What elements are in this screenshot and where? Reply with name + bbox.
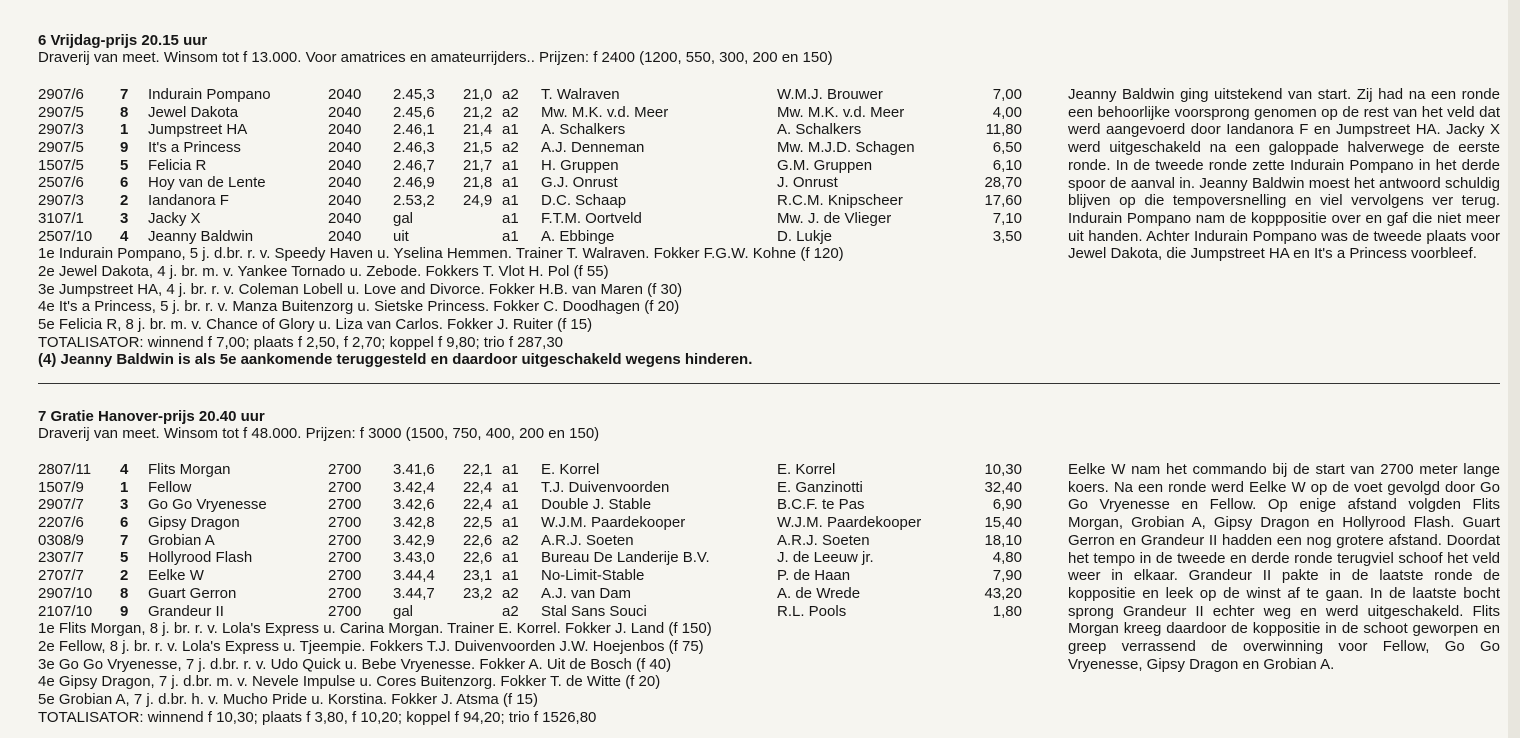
- distance: 2040: [328, 121, 362, 139]
- start-code: 2507/6: [38, 174, 84, 192]
- race-time: 3.43,0: [393, 549, 435, 567]
- start-line: a1: [502, 461, 519, 478]
- result-row: [38, 532, 1038, 550]
- page-edge: [1508, 0, 1520, 738]
- driver-name: A.R.J. Soeten: [777, 531, 870, 549]
- distance: 2040: [328, 86, 362, 103]
- placing-line: TOTALISATOR: winnend f 10,30; plaats f 3,80, f 10,20; koppel f 94,20; trio f 1526,80: [38, 708, 597, 726]
- km-time: 22,6: [463, 549, 493, 567]
- driver-name: E. Ganzinotti: [777, 478, 863, 496]
- race-time: 3.44,7: [393, 584, 435, 602]
- km-time: 21,0: [463, 86, 493, 103]
- saddle-number: 1: [120, 121, 129, 139]
- start-line: a2: [502, 86, 519, 103]
- odds: 11,80: [985, 121, 1022, 139]
- start-code: 2907/3: [38, 192, 84, 210]
- odds: 18,10: [984, 531, 1022, 549]
- distance: 2040: [328, 103, 362, 121]
- horse-name: Jacky X: [148, 209, 201, 227]
- odds: 28,70: [984, 174, 1022, 192]
- distance: 2040: [328, 209, 362, 227]
- odds: 3,50: [992, 227, 1022, 245]
- odds: 7,90: [992, 567, 1022, 585]
- saddle-number: 3: [120, 496, 129, 514]
- saddle-number: 2: [120, 192, 129, 210]
- odds: 7,00: [992, 86, 1022, 103]
- placing-line: 4e It's a Princess, 5 j. br. r. v. Manza Buitenzorg u. Sietske Princess. Fokker C. Doodhagen (f 20): [38, 298, 680, 316]
- horse-name: Hoy van de Lente: [148, 174, 266, 192]
- km-time: 22,4: [463, 496, 493, 514]
- start-code: 2207/6: [38, 514, 84, 532]
- owner-name: E. Korrel: [541, 461, 600, 478]
- start-line: a1: [502, 549, 519, 567]
- owner-name: Stal Sans Souci: [541, 602, 647, 620]
- result-row: [38, 104, 1038, 122]
- distance: 2700: [328, 549, 362, 567]
- km-time: 22,1: [463, 461, 493, 478]
- driver-name: J. de Leeuw jr.: [777, 549, 874, 567]
- odds: 7,10: [992, 209, 1022, 227]
- saddle-number: 9: [120, 139, 129, 157]
- start-line: a2: [502, 531, 519, 549]
- start-line: a1: [502, 567, 519, 585]
- distance: 2700: [328, 531, 362, 549]
- start-code: 2907/3: [38, 121, 84, 139]
- km-time: 22,5: [463, 514, 493, 532]
- distance: 2040: [328, 156, 362, 174]
- saddle-number: 6: [120, 514, 129, 532]
- horse-name: Go Go Vryenesse: [148, 496, 267, 514]
- saddle-number: 7: [120, 531, 129, 549]
- saddle-number: 7: [120, 86, 129, 103]
- results-table: [38, 86, 1038, 369]
- start-code: 2907/7: [38, 496, 84, 514]
- odds: 17,60: [984, 192, 1022, 210]
- owner-name: W.J.M. Paardekooper: [541, 514, 686, 532]
- owner-name: T. Walraven: [541, 86, 620, 103]
- driver-name: B.C.F. te Pas: [777, 496, 865, 514]
- owner-name: Double J. Stable: [541, 496, 652, 514]
- owner-name: T.J. Duivenvoorden: [541, 478, 670, 496]
- race-time: 3.42,4: [393, 478, 435, 496]
- section-divider: [38, 383, 1500, 384]
- saddle-number: 6: [120, 174, 129, 192]
- horse-name: Felicia R: [148, 156, 207, 174]
- owner-name: H. Gruppen: [541, 156, 619, 174]
- result-row: [38, 228, 1038, 246]
- km-time: 21,4: [463, 121, 493, 139]
- saddle-number: 5: [120, 156, 129, 174]
- race-time: 3.44,4: [393, 567, 435, 585]
- result-row: [38, 496, 1038, 514]
- start-line: a2: [502, 584, 519, 602]
- result-row: [38, 461, 1038, 479]
- distance: 2700: [328, 461, 362, 478]
- odds: 32,40: [984, 478, 1022, 496]
- start-code: 2907/5: [38, 103, 84, 121]
- race-time: 2.45,6: [393, 103, 435, 121]
- result-row: [38, 192, 1038, 210]
- distance: 2700: [328, 478, 362, 496]
- placing-line: TOTALISATOR: winnend f 7,00; plaats f 2,50, f 2,70; koppel f 9,80; trio f 287,30: [38, 333, 564, 351]
- race-time: 2.46,9: [393, 174, 435, 192]
- owner-name: No-Limit-Stable: [541, 567, 645, 585]
- odds: 4,00: [992, 103, 1022, 121]
- horse-name: Jewel Dakota: [148, 103, 239, 121]
- race-time: uit: [393, 227, 409, 245]
- saddle-number: 4: [120, 461, 129, 478]
- owner-name: A.J. van Dam: [541, 584, 632, 602]
- race-time: 2.46,3: [393, 139, 435, 157]
- saddle-number: 9: [120, 602, 129, 620]
- placing-line: 2e Jewel Dakota, 4 j. br. m. v. Yankee Tornado u. Zebode. Fokkers T. Vlot H. Pol (f 55): [38, 262, 609, 280]
- start-line: a2: [502, 139, 519, 157]
- result-row: [38, 210, 1038, 228]
- result-row: [38, 603, 1038, 621]
- distance: 2700: [328, 567, 362, 585]
- km-time: 24,9: [463, 192, 493, 210]
- start-line: a1: [502, 192, 519, 210]
- race-title: 7 Gratie Hanover-prijs 20.40 uur: [38, 408, 265, 425]
- result-row: [38, 479, 1038, 497]
- driver-name: W.M.J. Brouwer: [777, 86, 883, 103]
- odds: 6,50: [992, 139, 1022, 157]
- odds: 15,40: [984, 514, 1022, 532]
- driver-name: D. Lukje: [777, 227, 833, 245]
- horse-name: Gipsy Dragon: [148, 514, 240, 532]
- start-code: 2707/7: [38, 567, 84, 585]
- race-time: 3.42,8: [393, 514, 435, 532]
- odds: 6,10: [992, 156, 1022, 174]
- start-code: 2807/11: [38, 461, 92, 478]
- race-title: 6 Vrijdag-prijs 20.15 uur: [38, 32, 208, 49]
- driver-name: A. Schalkers: [777, 121, 862, 139]
- owner-name: Mw. M.K. v.d. Meer: [541, 103, 669, 121]
- start-code: 2907/10: [38, 584, 93, 602]
- result-row: [38, 514, 1038, 532]
- race-conditions: Draverij van meet. Winsom tot f 48.000. Prijzen: f 3000 (1500, 750, 400, 200 en 150): [38, 425, 600, 442]
- odds: 4,80: [992, 549, 1022, 567]
- race-time: gal: [393, 602, 414, 620]
- horse-name: Flits Morgan: [148, 461, 231, 478]
- start-code: 1507/9: [38, 478, 84, 496]
- driver-name: R.C.M. Knipscheer: [777, 192, 903, 210]
- horse-name: Eelke W: [148, 567, 204, 585]
- owner-name: A.R.J. Soeten: [541, 531, 634, 549]
- distance: 2700: [328, 584, 362, 602]
- result-row: [38, 121, 1038, 139]
- result-row: [38, 585, 1038, 603]
- start-line: a1: [502, 227, 519, 245]
- saddle-number: 2: [120, 567, 129, 585]
- km-time: 23,2: [463, 584, 493, 602]
- distance: 2700: [328, 602, 362, 620]
- jury-note: (4) Jeanny Baldwin is als 5e aankomende teruggesteld en daardoor uitgeschakeld wegens hinderen.: [38, 351, 753, 369]
- result-row: [38, 567, 1038, 585]
- saddle-number: 3: [120, 209, 129, 227]
- distance: 2040: [328, 174, 362, 192]
- placing-details: [38, 620, 1038, 726]
- km-time: 21,8: [463, 174, 493, 192]
- start-line: a2: [502, 103, 519, 121]
- driver-name: Mw. J. de Vlieger: [777, 209, 892, 227]
- placing-line: 4e Gipsy Dragon, 7 j. d.br. m. v. Nevele Impulse u. Cores Buitenzorg. Fokker T. de Witte (f 20): [38, 673, 661, 691]
- horse-name: Indurain Pompano: [148, 86, 271, 103]
- start-line: a1: [502, 156, 519, 174]
- distance: 2700: [328, 496, 362, 514]
- saddle-number: 1: [120, 478, 129, 496]
- result-row: [38, 86, 1038, 104]
- owner-name: A. Ebbinge: [541, 227, 615, 245]
- saddle-number: 5: [120, 549, 129, 567]
- race-time: 3.42,9: [393, 531, 435, 549]
- km-time: 22,4: [463, 478, 493, 496]
- start-code: 2307/7: [38, 549, 84, 567]
- placing-line: 2e Fellow, 8 j. br. r. v. Lola's Express u. Tjeempie. Fokkers T.J. Duivenvoorden J.W. Hoejenbos (f 75): [38, 637, 704, 655]
- horse-name: It's a Princess: [148, 139, 241, 157]
- race-report: Jeanny Baldwin ging uitstekend van start. Zij had na een ronde een behoorlijke voorsprong genomen op de rest van het veld dat werd aangevoerd door Iandanora F en Jumpstreet HA. Jacky X werd uitgeschakeld na een galoppade halverwege de eerste ronde. In de tweede ronde zette Indurain Pompano in het derde spoor de aanval in. Jeanny Baldwin moest het antwoord schuldig blijven op die tempoversnelling en viel vervolgens ver terug. Indurain Pompano nam de kopppositie over en gaf die niet meer uit handen. Achter Indurain Pompano was de tweede plaats voor Jewel Dakota, die Jumpstreet HA en It's a Princess voorbleef.: [1068, 86, 1500, 263]
- owner-name: A. Schalkers: [541, 121, 626, 139]
- placing-details: [38, 245, 1038, 351]
- horse-name: Grandeur II: [148, 602, 224, 620]
- results-table: [38, 461, 1038, 726]
- placing-line: 1e Indurain Pompano, 5 j. d.br. r. v. Speedy Haven u. Yselina Hemmen. Trainer T. Walraven. Fokker F.G.W. Kohne (f 120): [38, 245, 844, 263]
- race-time: 2.46,7: [393, 156, 435, 174]
- driver-name: P. de Haan: [777, 567, 851, 585]
- km-time: 22,6: [463, 531, 493, 549]
- saddle-number: 4: [120, 227, 129, 245]
- start-line: a1: [502, 514, 519, 532]
- km-time: 21,7: [463, 156, 493, 174]
- start-code: 1507/5: [38, 156, 84, 174]
- result-row: [38, 139, 1038, 157]
- start-line: a1: [502, 209, 519, 227]
- start-code: 2107/10: [38, 602, 93, 620]
- race-conditions: Draverij van meet. Winsom tot f 13.000. Voor amatrices en amateurrijders.. Prijzen: f 2400 (1200, 550, 300, 200 en 150): [38, 49, 833, 66]
- odds: 6,90: [992, 496, 1022, 514]
- distance: 2700: [328, 514, 362, 532]
- km-time: 21,2: [463, 103, 493, 121]
- race-time: 3.42,6: [393, 496, 435, 514]
- owner-name: A.J. Denneman: [541, 139, 645, 157]
- horse-name: Jeanny Baldwin: [148, 227, 254, 245]
- start-code: 2507/10: [38, 227, 93, 245]
- placing-line: 5e Felicia R, 8 j. br. m. v. Chance of Glory u. Liza van Carlos. Fokker J. Ruiter (f 15): [38, 316, 593, 333]
- start-code: 2907/6: [38, 86, 84, 103]
- placing-line: 3e Jumpstreet HA, 4 j. br. r. v. Coleman Lobell u. Love and Divorce. Fokker H.B. van Maren (f 30): [38, 280, 683, 298]
- saddle-number: 8: [120, 103, 129, 121]
- race-time: 3.41,6: [393, 461, 435, 478]
- saddle-number: 8: [120, 584, 129, 602]
- driver-name: E. Korrel: [777, 461, 836, 478]
- race-time: 2.53,2: [393, 192, 435, 210]
- distance: 2040: [328, 192, 362, 210]
- result-row: [38, 174, 1038, 192]
- owner-name: G.J. Onrust: [541, 174, 618, 192]
- start-code: 3107/1: [38, 209, 84, 227]
- start-line: a1: [502, 496, 519, 514]
- start-line: a1: [502, 174, 519, 192]
- driver-name: W.J.M. Paardekooper: [777, 514, 922, 532]
- start-line: a1: [502, 121, 519, 139]
- driver-name: R.L. Pools: [777, 602, 847, 620]
- result-row: [38, 549, 1038, 567]
- race-time: 2.45,3: [393, 86, 435, 103]
- results-rows: [38, 461, 1038, 620]
- start-code: 0308/9: [38, 531, 84, 549]
- race-section: [38, 408, 1500, 726]
- driver-name: G.M. Gruppen: [777, 156, 873, 174]
- placing-line: 3e Go Go Vryenesse, 7 j. d.br. r. v. Udo Quick u. Bebe Vryenesse. Fokker A. Uit de Bosch (f 40): [38, 655, 672, 673]
- start-line: a1: [502, 478, 519, 496]
- owner-name: Bureau De Landerije B.V.: [541, 549, 710, 567]
- km-time: 21,5: [463, 139, 493, 157]
- owner-name: F.T.M. Oortveld: [541, 209, 642, 227]
- results-rows: [38, 86, 1038, 245]
- km-time: 23,1: [463, 567, 493, 585]
- odds: 43,20: [984, 584, 1022, 602]
- distance: 2040: [328, 227, 362, 245]
- race-time: 2.46,1: [393, 121, 435, 139]
- start-code: 2907/5: [38, 139, 84, 157]
- horse-name: Grobian A: [148, 531, 215, 549]
- placing-line: 1e Flits Morgan, 8 j. br. r. v. Lola's Express u. Carina Morgan. Trainer E. Korrel. Fokker J. Land (f 150): [38, 620, 712, 638]
- result-row: [38, 157, 1038, 175]
- driver-name: J. Onrust: [777, 174, 838, 192]
- odds: 1,80: [992, 602, 1022, 620]
- horse-name: Iandanora F: [148, 192, 229, 210]
- driver-name: Mw. M.K. v.d. Meer: [777, 103, 905, 121]
- horse-name: Guart Gerron: [148, 584, 237, 602]
- start-line: a2: [502, 602, 519, 620]
- driver-name: A. de Wrede: [777, 584, 861, 602]
- race-report: Eelke W nam het commando bij de start van 2700 meter lange koers. Na een ronde werd Eelke W op de voet gevolgd door Go Go Vryenesse en Fellow. Op enige afstand volgden Flits Morgan, Grobian A, Gipsy Dragon en Hollyrood Flash. Guart Gerron en Grandeur II hadden een nog grotere afstand. Doordat het tempo in de tweede en derde ronde terugviel schoof het veld weer in elkaar. Grandeur II pakte in de laatste ronde de koppositie en leek op de winst af te gaan. In de laatste bocht sprong Grandeur II echter weg en werd uitgeschakeld. Flits Morgan kreeg daardoor de koppositie in de schoot geworpen en greep verrassend de overwinning voor Fellow, Go Go Vryenesse, Gipsy Dragon en Grobian A.: [1068, 461, 1500, 673]
- race-section: [38, 32, 1500, 369]
- driver-name: Mw. M.J.D. Schagen: [777, 139, 915, 157]
- odds: 10,30: [984, 461, 1022, 478]
- horse-name: Jumpstreet HA: [148, 121, 248, 139]
- horse-name: Hollyrood Flash: [148, 549, 253, 567]
- distance: 2040: [328, 139, 362, 157]
- placing-line: 5e Grobian A, 7 j. d.br. h. v. Mucho Pride u. Korstina. Fokker J. Atsma (f 15): [38, 691, 538, 708]
- horse-name: Fellow: [148, 478, 192, 496]
- owner-name: D.C. Schaap: [541, 192, 627, 210]
- race-time: gal: [393, 209, 414, 227]
